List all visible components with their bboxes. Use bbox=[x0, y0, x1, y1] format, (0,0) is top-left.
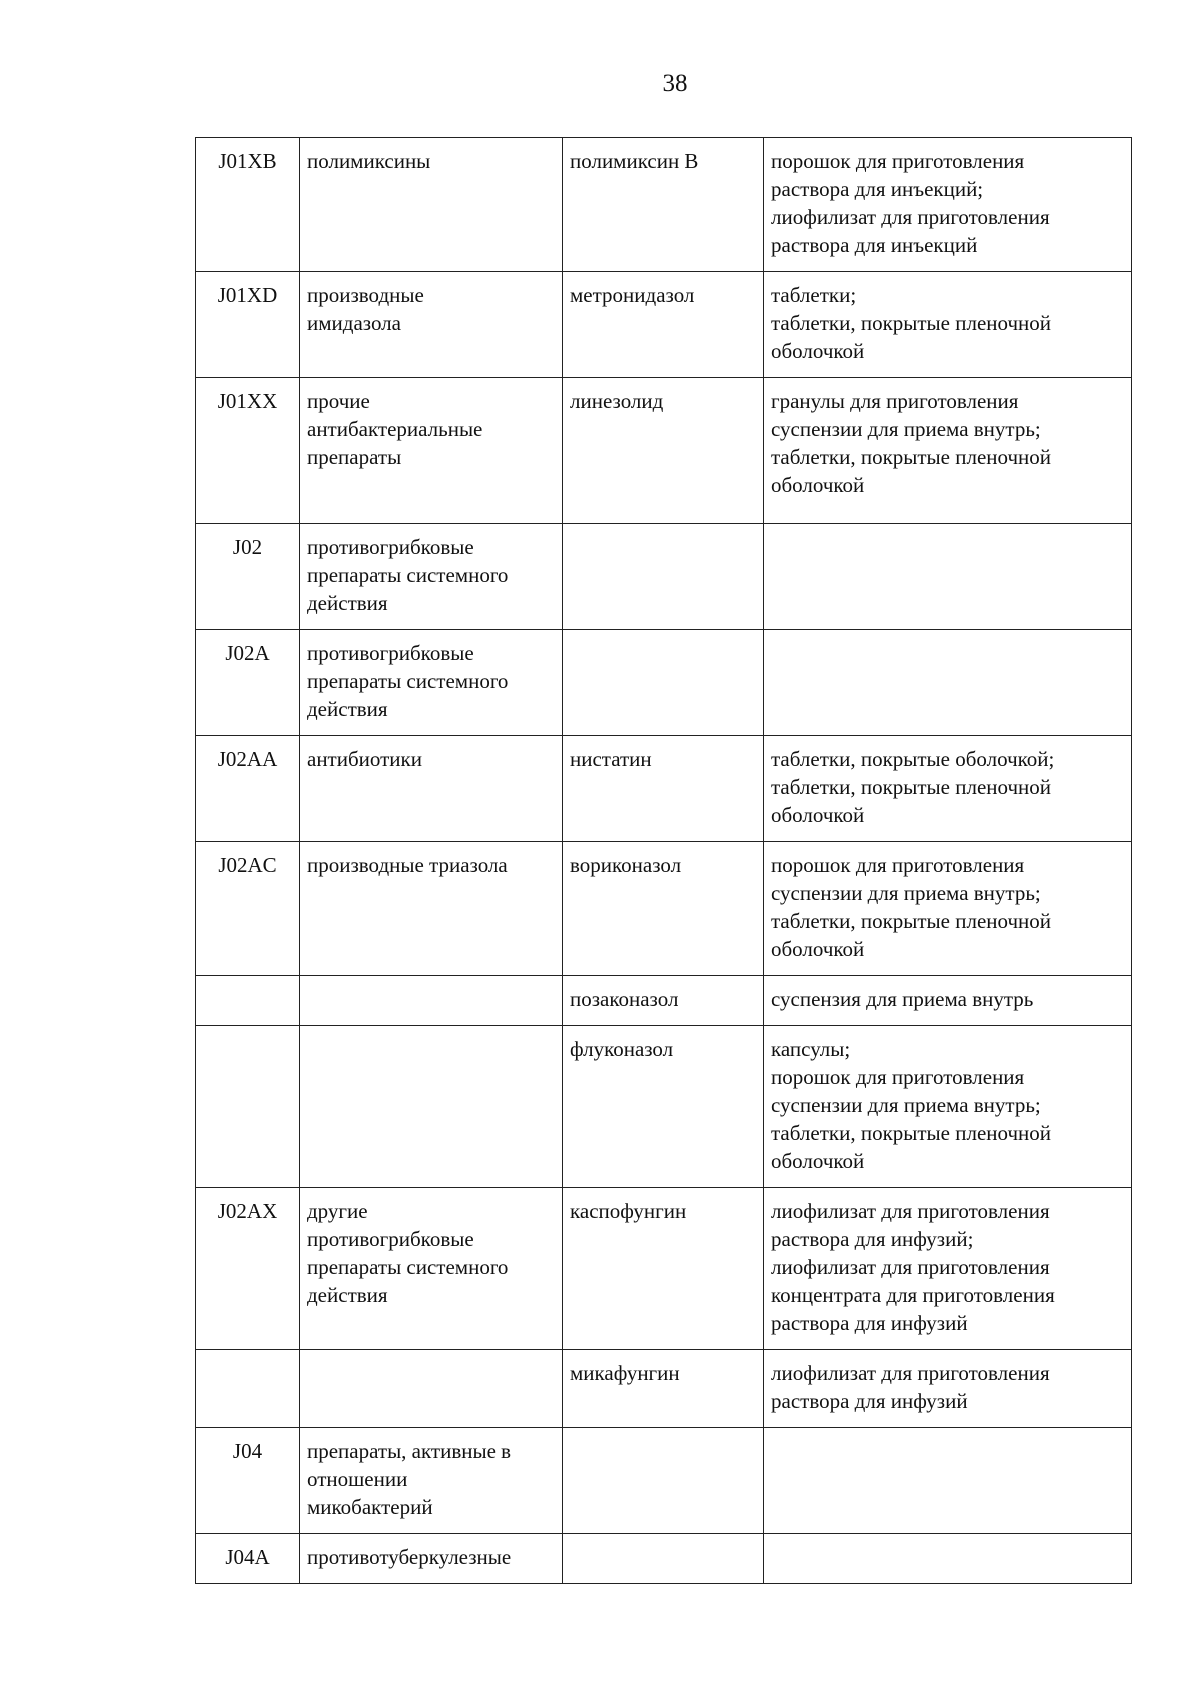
atc-code-cell: J02AA bbox=[196, 736, 300, 842]
table-row bbox=[196, 378, 1132, 524]
drug-name-cell: нистатин bbox=[563, 736, 764, 842]
drug-name-cell: позаконазол bbox=[563, 976, 764, 1026]
table-row bbox=[196, 138, 1132, 272]
drug-name-cell: линезолид bbox=[563, 378, 764, 524]
group-cell bbox=[300, 1026, 563, 1188]
drug-name-cell bbox=[563, 1534, 764, 1584]
drug-name-cell: вориконазол bbox=[563, 842, 764, 976]
table-row bbox=[196, 976, 1132, 1026]
group-cell bbox=[300, 976, 563, 1026]
group-cell: противогрибковые препараты системного действия bbox=[300, 524, 563, 630]
dosage-form-cell bbox=[764, 630, 1132, 736]
dosage-form-cell: лиофилизат для приготовления раствора для инфузий; лиофилизат для приготовления концентрата для приготовления раствора для инфузий bbox=[764, 1188, 1132, 1350]
table-row bbox=[196, 1534, 1132, 1584]
dosage-form-cell: таблетки, покрытые оболочкой; таблетки, покрытые пленочной оболочкой bbox=[764, 736, 1132, 842]
atc-code-cell: J01XD bbox=[196, 272, 300, 378]
group-cell: прочие антибактериальные препараты bbox=[300, 378, 563, 524]
dosage-form-cell: капсулы; порошок для приготовления суспензии для приема внутрь; таблетки, покрытые пленочной оболочкой bbox=[764, 1026, 1132, 1188]
atc-code-cell: J01XB bbox=[196, 138, 300, 272]
drug-name-cell bbox=[563, 524, 764, 630]
table-row bbox=[196, 1428, 1132, 1534]
drug-name-cell bbox=[563, 630, 764, 736]
table-row bbox=[196, 1350, 1132, 1428]
drug-name-cell: метронидазол bbox=[563, 272, 764, 378]
group-cell: полимиксины bbox=[300, 138, 563, 272]
group-cell: антибиотики bbox=[300, 736, 563, 842]
atc-code-cell: J02 bbox=[196, 524, 300, 630]
table-row bbox=[196, 736, 1132, 842]
atc-code-cell bbox=[196, 1026, 300, 1188]
drug-name-cell: микафунгин bbox=[563, 1350, 764, 1428]
table-row bbox=[196, 842, 1132, 976]
table-row bbox=[196, 272, 1132, 378]
group-cell: противотуберкулезные bbox=[300, 1534, 563, 1584]
group-cell: препараты, активные в отношении микобактерий bbox=[300, 1428, 563, 1534]
group-cell: производные триазола bbox=[300, 842, 563, 976]
table-row bbox=[196, 1026, 1132, 1188]
group-cell: другие противогрибковые препараты системного действия bbox=[300, 1188, 563, 1350]
drug-name-cell: полимиксин В bbox=[563, 138, 764, 272]
dosage-form-cell: гранулы для приготовления суспензии для приема внутрь; таблетки, покрытые пленочной оболочкой bbox=[764, 378, 1132, 524]
atc-code-cell: J04 bbox=[196, 1428, 300, 1534]
atc-code-cell: J02AX bbox=[196, 1188, 300, 1350]
atc-code-cell bbox=[196, 1350, 300, 1428]
atc-code-cell bbox=[196, 976, 300, 1026]
page-number: 38 bbox=[662, 70, 688, 97]
drug-name-cell: каспофунгин bbox=[563, 1188, 764, 1350]
table-row bbox=[196, 1188, 1132, 1350]
table-row bbox=[196, 630, 1132, 736]
dosage-form-cell bbox=[764, 1534, 1132, 1584]
group-cell: производные имидазола bbox=[300, 272, 563, 378]
dosage-form-cell: порошок для приготовления раствора для инъекций; лиофилизат для приготовления раствора для инъекций bbox=[764, 138, 1132, 272]
dosage-form-cell bbox=[764, 1428, 1132, 1534]
group-cell: противогрибковые препараты системного действия bbox=[300, 630, 563, 736]
dosage-form-cell: порошок для приготовления суспензии для приема внутрь; таблетки, покрытые пленочной оболочкой bbox=[764, 842, 1132, 976]
dosage-form-cell: таблетки; таблетки, покрытые пленочной оболочкой bbox=[764, 272, 1132, 378]
table-row bbox=[196, 524, 1132, 630]
drug-table bbox=[195, 137, 1132, 1584]
atc-code-cell: J02A bbox=[196, 630, 300, 736]
drug-name-cell bbox=[563, 1428, 764, 1534]
group-cell bbox=[300, 1350, 563, 1428]
dosage-form-cell bbox=[764, 524, 1132, 630]
atc-code-cell: J02AC bbox=[196, 842, 300, 976]
dosage-form-cell: суспензия для приема внутрь bbox=[764, 976, 1132, 1026]
atc-code-cell: J04A bbox=[196, 1534, 300, 1584]
drug-name-cell: флуконазол bbox=[563, 1026, 764, 1188]
atc-code-cell: J01XX bbox=[196, 378, 300, 524]
dosage-form-cell: лиофилизат для приготовления раствора для инфузий bbox=[764, 1350, 1132, 1428]
